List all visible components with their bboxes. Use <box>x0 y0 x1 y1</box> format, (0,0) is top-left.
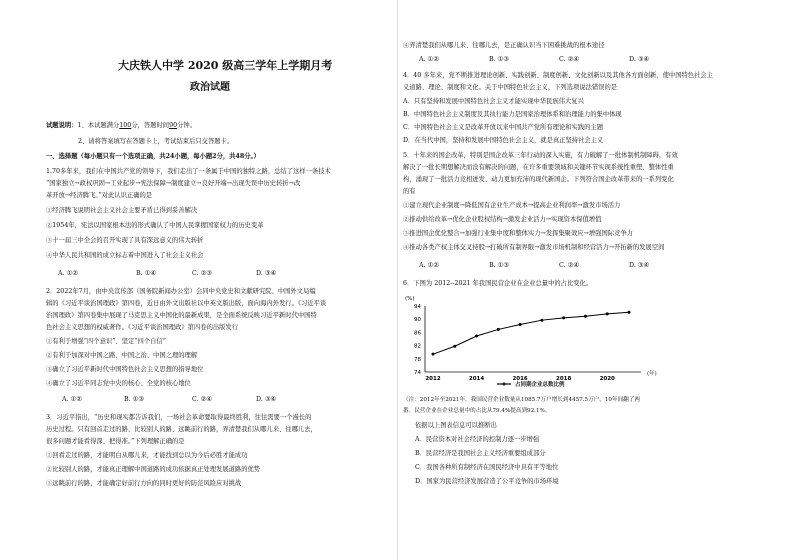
data-point <box>584 315 587 318</box>
q4-option-c[interactable]: C．中国特色社会主义是改革开放以来中国共产党所有理论和实践的主题 <box>403 124 604 131</box>
series-line <box>433 312 629 354</box>
q2-line: 治国理政》第四卷集中展现了马克思主义中国化的最新成果，是全面系统反映习近平新时代中国特 <box>46 312 317 319</box>
y-tick-label: 86 <box>414 330 421 337</box>
q5-option: ②推动供给改革→优化企业股权结构→激发企业活力→实现资本保值增值 <box>403 216 602 223</box>
chart-xlabel: (年) <box>647 371 657 377</box>
q2-choice-d[interactable]: D. ③④ <box>256 396 277 403</box>
q2-choice-a[interactable]: A. ①② <box>62 396 82 403</box>
q4-option-a[interactable]: A．只有坚持和发展中国特色社会主义才能实现中华民族伟大复兴 <box>403 98 584 105</box>
q2-option: ④确立了习近平同志党中央的核心、全党的核心地位 <box>46 380 191 387</box>
instructions-label: 试题说明： <box>46 122 78 129</box>
y-tick-label: 74 <box>414 370 421 376</box>
q5-option: ④推动各类产权主体交叉持股→打破所有制界限→激发市场机制和经营活力→开拓新的发展空间 <box>403 244 665 251</box>
data-point <box>497 328 500 331</box>
x-tick-label: 2016 <box>512 376 528 382</box>
data-point <box>606 312 609 315</box>
legend-label: 占同期企业总数比例 <box>515 382 565 388</box>
q4-option-b[interactable]: B．中国特色社会主义制度及其执行能力是国家治理体系和治理能力的集中体现 <box>403 111 622 118</box>
q6-lead: 6．下图为 2012--2021 年我国民营企业在企业总量中的占比变化。 <box>403 280 593 287</box>
q1-choice-b[interactable]: B. ①④ <box>136 270 156 277</box>
exam-subtitle: 政治试题 <box>190 82 230 93</box>
data-point <box>540 319 543 322</box>
y-tick-label: 82 <box>414 343 421 350</box>
q5-choice-c[interactable]: C. ②④ <box>559 262 579 269</box>
q1-option: ②1954年，宪法以国家根本法的形式确认了中国人民掌握国家权力的历史变革 <box>46 222 264 229</box>
y-tick-label: 78 <box>414 356 421 363</box>
q5-option: ①建立现代企业制度→降低国有企业生产成本→提高企业利润率→激发市场活力 <box>403 202 621 209</box>
private-enterprise-share-chart <box>401 292 681 392</box>
instructions-line-1 <box>46 122 196 130</box>
q3-line: 历史过程。只有回首走过的路、比较别人的路、远眺前行的路，弄清楚我们从哪儿来、往哪儿去， <box>46 426 317 433</box>
data-point <box>432 353 435 356</box>
q1-choice-c[interactable]: C. ②③ <box>192 270 212 277</box>
q3-option: ②比较别人的路，才能真正理解中国道路的成功依据真正处理发展道路的优势 <box>46 466 261 473</box>
q2-choice-b[interactable]: B. ①③ <box>124 396 144 403</box>
q6-prompt: 依据以上图表信息可以推断出 <box>415 422 497 429</box>
q3-choice-c[interactable]: C. ②④ <box>559 56 579 63</box>
q3-option: ①回看走过的路，才能明白从哪儿来，才能找到总以为今后必胜才能成功 <box>46 452 248 459</box>
q2-option: ①有利于增强“四个意识”、坚定“四个自信” <box>46 338 166 345</box>
q2-choice-c[interactable]: C. ②④ <box>192 396 212 403</box>
instr-text: 分钟。 <box>177 122 196 129</box>
q1-choice-a[interactable]: A. ①② <box>58 270 78 277</box>
q6-option-a[interactable]: A．民营资本对社会经济的控制力逐一步增强 <box>415 436 540 443</box>
chart-legend <box>497 380 565 388</box>
q3-choice-d[interactable]: D. ③④ <box>629 56 650 63</box>
q1-line: 1.70多年来，我们在中国共产党的领导下，我们走出了一条属于中国的独特之路，总结了这样一条技术 <box>46 168 331 175</box>
q3-line: 3．习近平指出，“历史和现实都告诉我们，一场社会革命要取得最终胜利，往往需要一个漫长的 <box>46 414 312 421</box>
q2-option: ②有利于加深对中国之路、中国之治、中国之理的理解 <box>46 352 198 359</box>
q2-line: 色社会主义思想的权威著作。《习近平谈治国理政》第四卷的出版发行 <box>46 324 239 331</box>
q5-line: 构，涌现了一批活力竞相迸发、动力更加充沛的现代新国企。下列符合国企改革带来的一系列变化 <box>403 176 674 183</box>
q5-choice-d[interactable]: D. ③④ <box>629 262 650 269</box>
q1-option: ①经济腾飞说明社会主义社会主要矛盾已得到妥善解决 <box>46 207 198 214</box>
q1-choice-d[interactable]: D. ③④ <box>256 270 277 277</box>
q6-note: 番。民营企业在企业总量中的占比从79.4%提高到92.1%。 <box>403 408 551 414</box>
data-point <box>453 345 456 348</box>
q6-option-d[interactable]: D．国家为民营经济发展营造了公平竞争的市场环境 <box>415 478 559 485</box>
q5-choice-a[interactable]: A. ①② <box>419 262 439 269</box>
x-tick-label: 2012 <box>425 376 441 382</box>
q3-line: 很多问题才能看得深、把得准。”下列理解正确的是 <box>46 438 185 445</box>
q5-choice-b[interactable]: B. ①③ <box>489 262 509 269</box>
data-point <box>628 311 631 314</box>
q4-option-d[interactable]: D．在当代中国，坚持和发展中国特色社会主义，就是真正坚持社会主义 <box>403 137 604 144</box>
section-title: 一、选择题（每小题只有一个选项正确，共24小题，每小题2分，共48分。） <box>46 153 260 160</box>
q2-line: 2．2022年7月，由中央宣传部（国务院新闻办公室）会同中央党史和文献研究院、中国外文局编 <box>46 288 316 295</box>
q3-choice-b[interactable]: B. ①③ <box>489 56 509 63</box>
exam-time: 90 <box>169 122 178 129</box>
q6-option-c[interactable]: C．我国各种所有制经济在国民经济中具有平等地位 <box>415 464 559 471</box>
q1-line: 革开放→经济腾飞。”对此认识正确的是 <box>46 192 153 199</box>
q5-line: 的有 <box>403 188 416 195</box>
right-column <box>397 0 794 560</box>
q2-option: ③确立了习近平新时代中国特色社会主义思想的指导地位 <box>46 366 204 373</box>
data-point <box>475 335 478 338</box>
x-tick-label: 2018 <box>556 376 572 382</box>
chart-ylabel: (%) <box>405 296 415 302</box>
x-tick-label: 2014 <box>468 376 485 382</box>
y-tick-label: 94 <box>414 304 421 310</box>
q6-note: （注：2012年至2021年，我国民营企业数量从1085.7万户增长到4457.5万户，10年间翻了两 <box>403 397 640 403</box>
q1-option: ③十一届三中全会的召开实现了具有深远意义的伟大转折 <box>46 237 204 244</box>
q1-option: ④中华人民共和国的成立标志着中国进入了社会主义社会 <box>46 252 204 259</box>
instructions-line-2: 2、请将答案填写在答题卡上，考试结束后只交答题卡。 <box>78 138 234 145</box>
q3-choice-a[interactable]: A. ①② <box>419 56 439 63</box>
q4-line: 义道路、理论、制度和文化。关于中国特色社会主义，下列选项说法错误的是 <box>403 84 618 91</box>
full-score: 100 <box>119 122 132 129</box>
q6-option-b[interactable]: B．民营经济是我国社会主义经济重要组成部分 <box>415 450 546 457</box>
q1-line: “国家独立→政权巩固→工业起步→宪法保障→制度建立→良好开端→出现失误中历史转折→改 <box>46 180 301 187</box>
q3-option-4: ④弄清楚我们从哪儿来、往哪儿去，是正确认识当下困难挑战的根本途径 <box>403 42 605 49</box>
exam-title: 大庆铁人中学 2020 级高三学年上学期月考 <box>118 59 333 72</box>
instr-text: 1、本试题满分 <box>77 122 120 129</box>
q4-line: 4．40 多年来，党不断推进理论创新、实践创新、制度创新、文化创新以及其他各方面创新，使中国特色社会主 <box>403 72 713 79</box>
legend-marker <box>503 383 506 386</box>
data-point <box>562 316 565 319</box>
q5-line: 5．十年来的国企改革，特别是国企改革三年行动的深入实施，有力破解了一批体制机制障碍，有效 <box>403 152 678 159</box>
q5-option: ③推进国企优化整合→加强行业集中度和整体实力→发挥集聚效应→增强国际竞争力 <box>403 230 633 237</box>
data-point <box>519 323 522 326</box>
instr-text: 分，答题时间 <box>131 122 170 129</box>
q5-line: 解决了一批长期想解决而没有解决的问题，在许多重要领域和关键环节实现系统性重塑、整体性重 <box>403 164 674 171</box>
y-tick-label: 90 <box>414 317 421 324</box>
x-tick-label: 2020 <box>599 376 615 382</box>
q2-line: 辑的《习近平谈治国理政》第四卷，近日由外文出版社以中英文版出版，面向海内外发行。《习近平谈 <box>46 300 327 307</box>
q3-option: ③远眺前行的路，才能确定好前行方向的同时更好的防范风险应对挑战 <box>46 480 242 487</box>
